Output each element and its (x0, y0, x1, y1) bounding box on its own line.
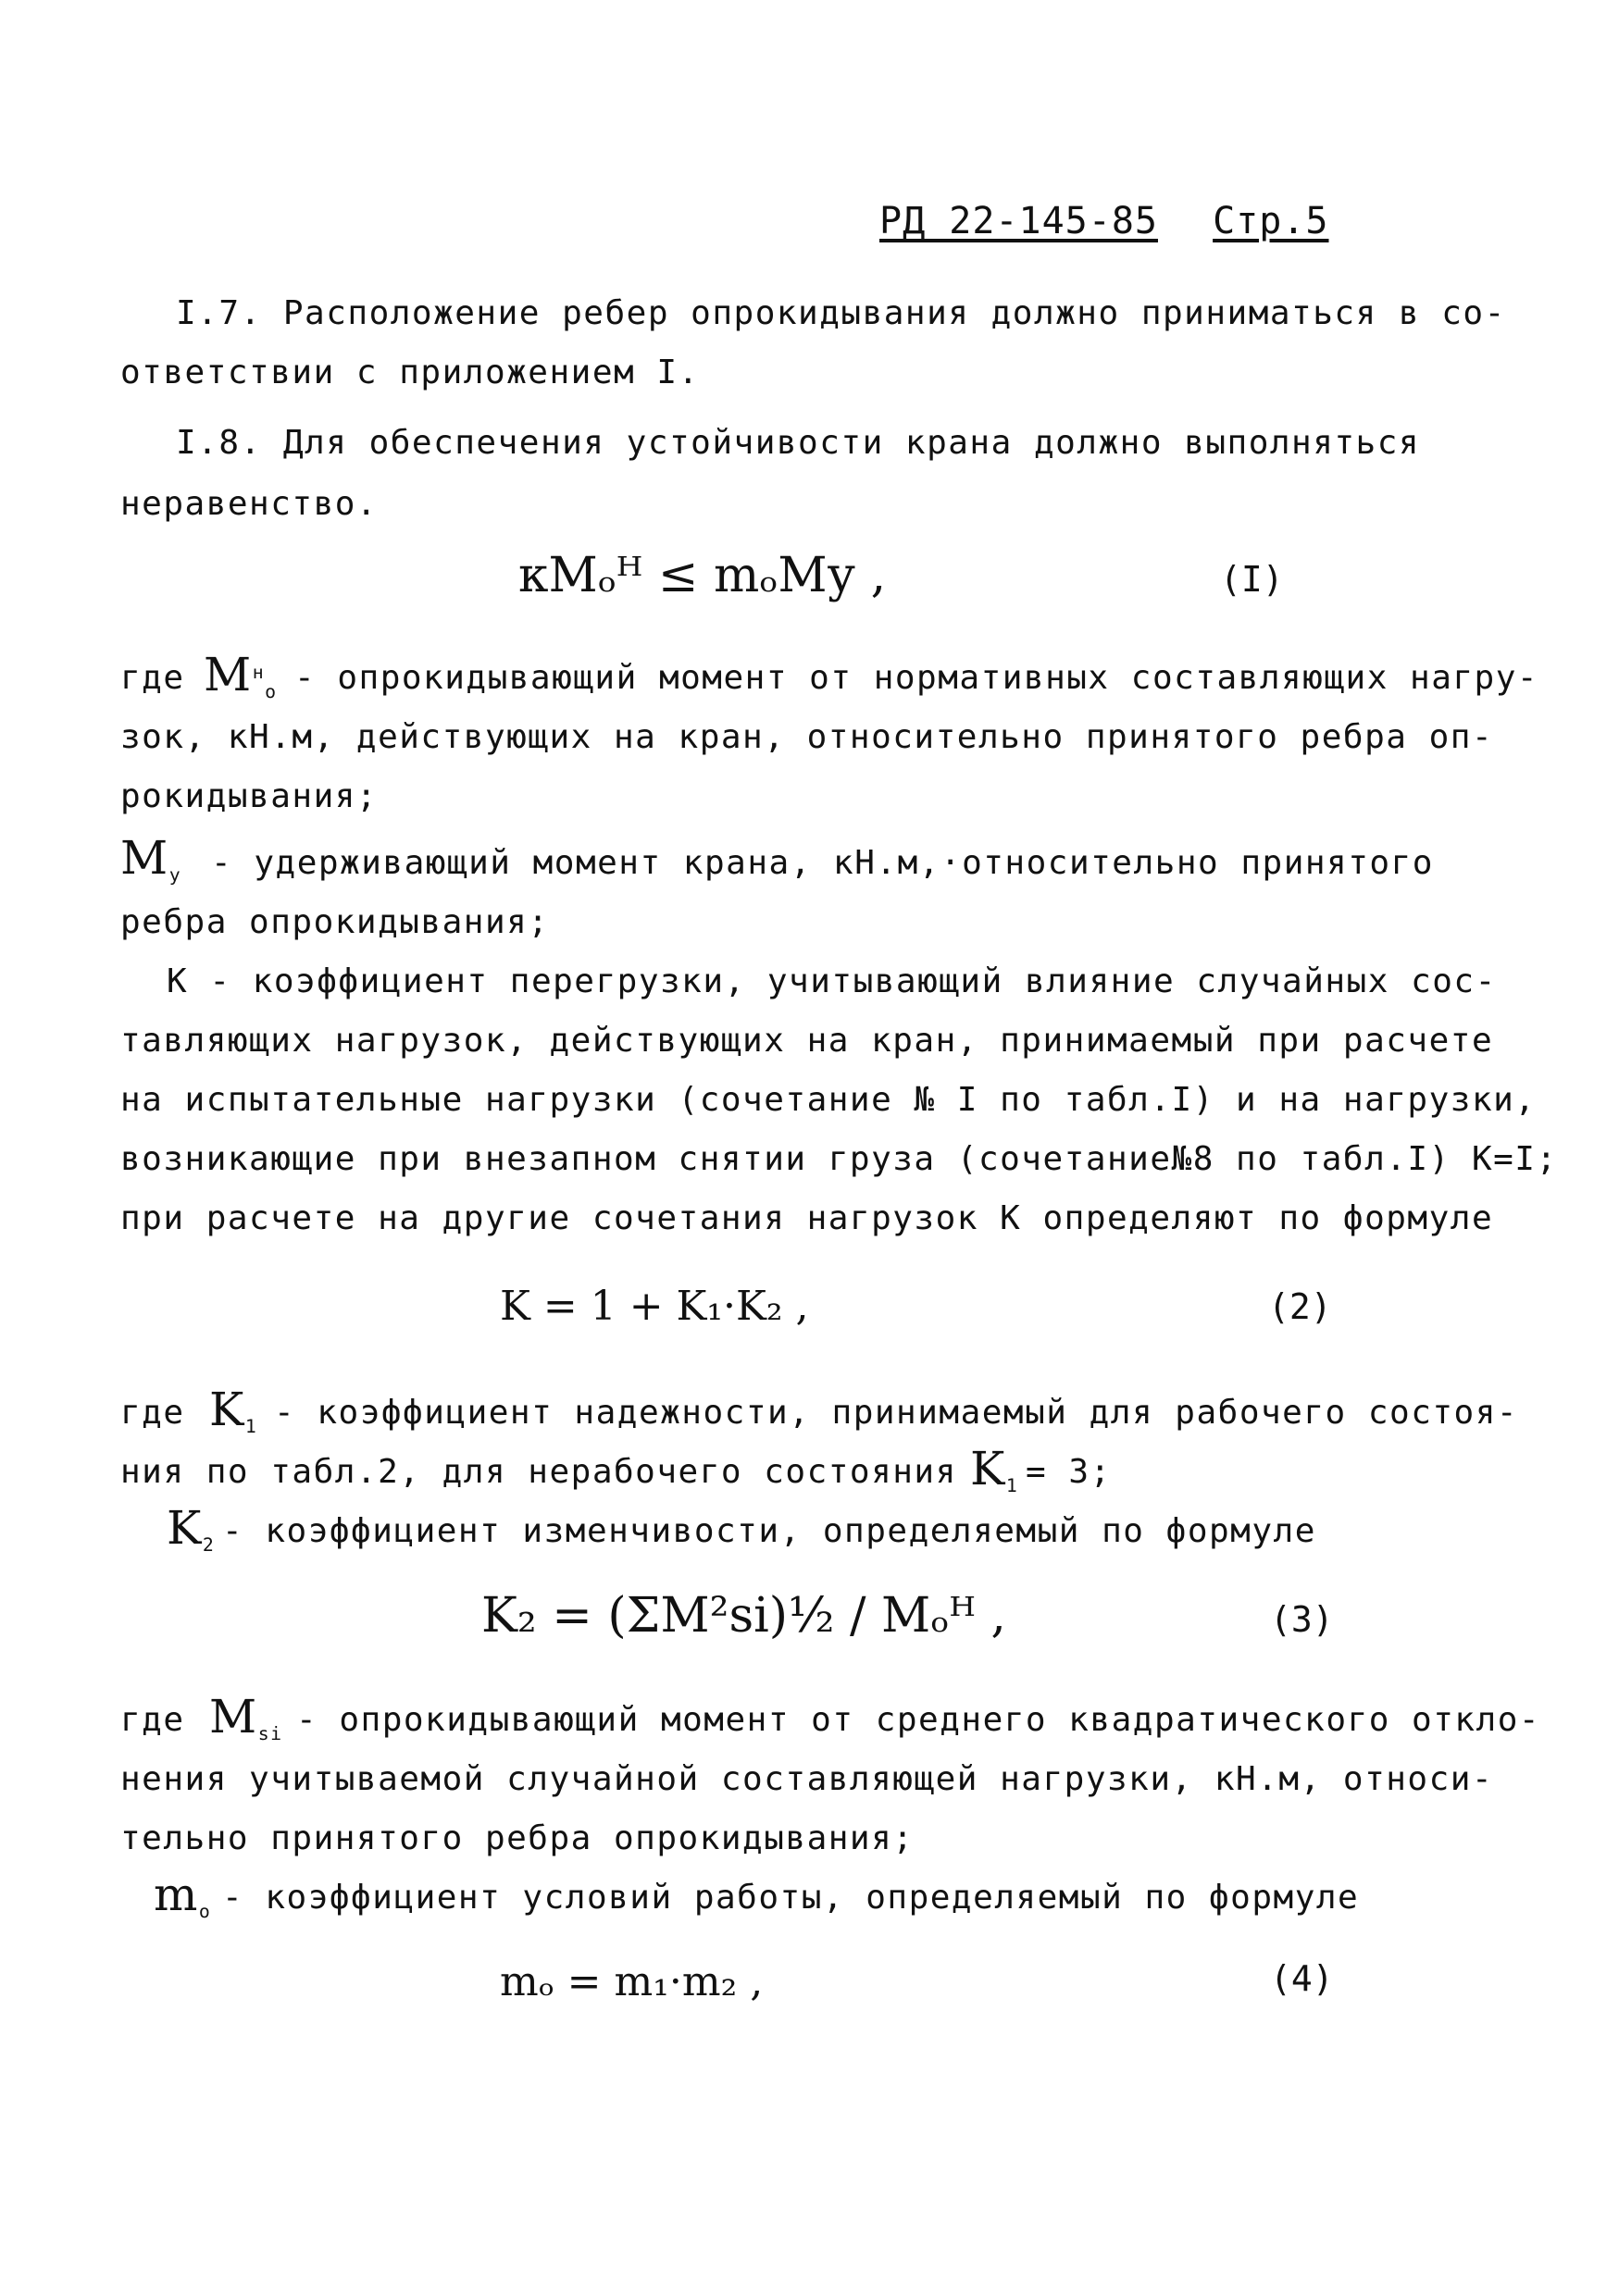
para-1-7-line-1: I.7. Расположение ребер опрокидывания должно приниматься в со- (176, 294, 1506, 332)
def-k-line-5: при расчете на другие сочетания нагрузок К определяют по формуле (120, 1199, 1494, 1237)
def-k-line-3: на испытательные нагрузки (сочетание № I по табл.I) и на нагрузки, (120, 1081, 1537, 1119)
def-m0-line-1: - опрокидывающий момент от нормативных составляющих нагру- (294, 659, 1539, 697)
my-symbol: $M_у$ (120, 831, 182, 887)
def-k-line-4: возникающие при внезапном снятии груза (сочетание№8 по табл.I) К=I; (120, 1140, 1558, 1178)
def-k-line-2: тавляющих нагрузок, действующих на кран, принимаемый при расчете (120, 1022, 1494, 1060)
def-k1-line-1: - коэффициент надежности, принимаемый для рабочего состоя- (274, 1394, 1519, 1432)
where-label-1: где (120, 659, 185, 697)
k2-symbol: $K_2$ (167, 1501, 216, 1557)
formula-2: K = 1 + K₁·K₂ , (500, 1283, 809, 1330)
def-k1-value: = 3; (1026, 1453, 1112, 1491)
where-label-2: где (120, 1394, 185, 1432)
equation-number-2: (2) (1268, 1286, 1332, 1327)
equation-number-3: (3) (1270, 1599, 1334, 1640)
m0-coef-symbol: $m_о$ (154, 1868, 212, 1923)
formula-3: K₂ = (ΣM²si)½ / Mₒᴴ , (481, 1588, 1006, 1644)
para-1-8-line-1: I.8. Для обеспечения устойчивости крана должно выполняться (176, 424, 1421, 462)
def-msi-line-1: - опрокидывающий момент от среднего квадратического откло- (296, 1701, 1541, 1739)
def-k2-line-1: - коэффициент изменчивости, определяемый по формуле (222, 1512, 1316, 1550)
page-header (879, 200, 1329, 242)
def-msi-line-2: нения учитываемой случайной составляющей нагрузки, кН.м, относи- (120, 1760, 1494, 1798)
page-number: Стр.5 (1213, 200, 1329, 242)
def-k1-line-2: ния по табл.2, для нерабочего состояния (120, 1453, 957, 1491)
equation-number-4: (4) (1270, 1958, 1334, 1999)
def-my-line-2: ребра опрокидывания; (120, 903, 550, 941)
formula-4: mₒ = m₁·m₂ , (500, 1958, 764, 2005)
m0-symbol: $M^н_о$ (204, 648, 278, 703)
def-m0-coef-line-1: - коэффициент условий работы, определяемый по формуле (222, 1879, 1360, 1917)
formula-1: кMₒᴴ ≤ mₒMу , (518, 548, 887, 603)
equation-number-1: (I) (1220, 559, 1284, 600)
def-msi-line-3: тельно принятого ребра опрокидывания; (120, 1819, 915, 1857)
def-my-line-1: - удерживающий момент крана, кН.м,·относительно принятого (211, 844, 1434, 882)
def-m0-line-2: зок, кН.м, действующих на кран, относительно принятого ребра оп- (120, 718, 1494, 756)
para-1-7-line-2: ответствии с приложением I. (120, 354, 700, 391)
def-m0-line-3: рокидывания; (120, 777, 379, 815)
doc-code: РД 22-145-85 (879, 200, 1158, 242)
def-k-line-1: К - коэффициент перегрузки, учитывающий влияние случайных сос- (167, 962, 1497, 1000)
para-1-8-line-2: неравенство. (120, 485, 379, 523)
k1-symbol: $K_1$ (209, 1383, 258, 1438)
msi-symbol: $M_{si}$ (209, 1690, 283, 1745)
k1-symbol-inline: $K_1$ (970, 1442, 1019, 1497)
where-label-3: где (120, 1701, 185, 1739)
